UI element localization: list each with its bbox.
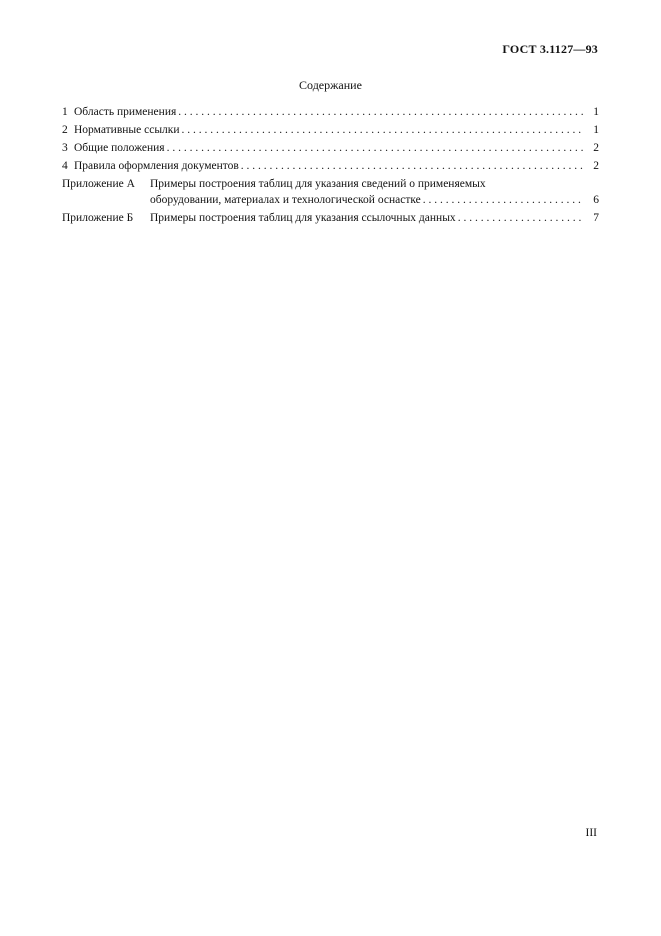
toc-entry-title: Правила оформления документов xyxy=(74,160,239,172)
toc-entry-label xyxy=(62,140,165,156)
appendix-title-line1: Примеры построения таблиц для указания сведений о применяемых xyxy=(150,178,486,190)
dot-leader xyxy=(423,192,583,208)
toc-entry xyxy=(62,140,599,156)
toc-entry-page: 6 xyxy=(593,194,599,206)
toc-entry-page: 1 xyxy=(593,124,599,136)
toc-entry-number: 4 xyxy=(62,160,68,172)
appendix-prefix: Приложение Б xyxy=(62,212,134,224)
toc-entry-label xyxy=(62,122,180,138)
dot-leader xyxy=(241,158,583,174)
toc-entry-label xyxy=(62,158,239,174)
toc-entry-number: 3 xyxy=(62,142,68,154)
toc-entry-page: 7 xyxy=(593,212,599,224)
dot-leader xyxy=(182,122,583,138)
toc-entry-label xyxy=(62,176,486,192)
appendix-prefix: Приложение А xyxy=(62,178,135,190)
toc-entry xyxy=(62,122,599,138)
toc-appendix-a-line1 xyxy=(62,176,599,192)
table-of-contents xyxy=(62,104,599,228)
appendix-title-line1: Примеры построения таблиц для указания ссылочных данных xyxy=(150,212,456,224)
toc-entry-title: Общие положения xyxy=(74,142,165,154)
toc-appendix-b xyxy=(62,210,599,226)
toc-entry-label xyxy=(62,192,421,208)
page-number: III xyxy=(585,827,597,839)
toc-appendix-a-line2 xyxy=(62,192,599,208)
toc-entry-number: 1 xyxy=(62,106,68,118)
dot-leader xyxy=(178,104,583,120)
toc-entry xyxy=(62,158,599,174)
toc-entry-title: Нормативные ссылки xyxy=(74,124,180,136)
appendix-title-line2: оборудовании, материалах и технологической оснастке xyxy=(150,194,421,206)
toc-entry-label xyxy=(62,210,456,226)
dot-leader xyxy=(167,140,583,156)
toc-title: Содержание xyxy=(299,78,362,92)
dot-leader xyxy=(458,210,583,226)
toc-entry xyxy=(62,104,599,120)
toc-entry-page: 2 xyxy=(593,142,599,154)
toc-entry-label xyxy=(62,104,176,120)
toc-entry-number: 2 xyxy=(62,124,68,136)
toc-entry-title: Область применения xyxy=(74,106,177,118)
toc-entry-page: 2 xyxy=(593,160,599,172)
toc-entry-page: 1 xyxy=(593,106,599,118)
standard-code: ГОСТ 3.1127—93 xyxy=(502,42,598,56)
